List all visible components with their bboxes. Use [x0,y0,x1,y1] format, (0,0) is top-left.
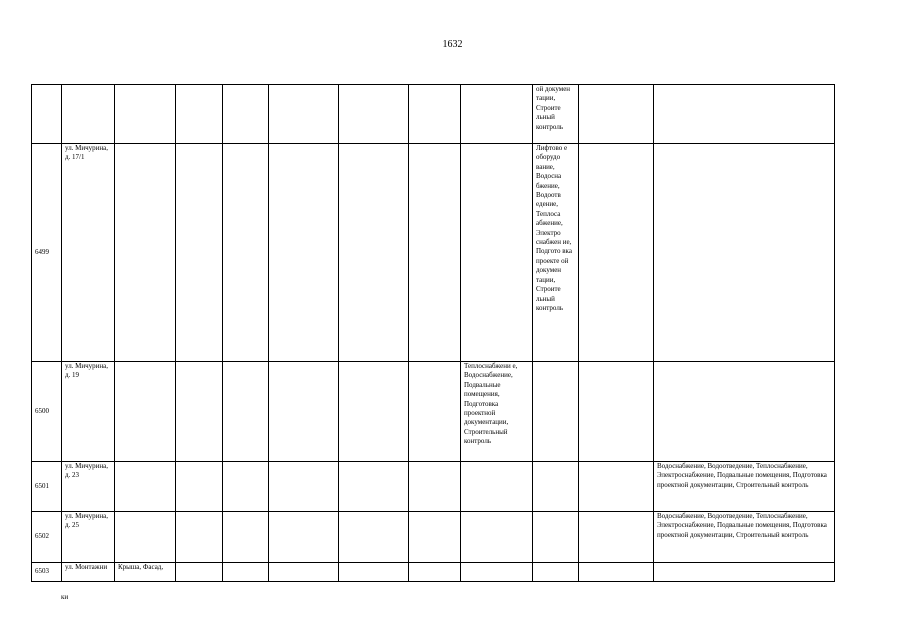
work-types-cell [654,362,835,462]
address-cell [62,85,115,144]
work-types-cell [461,563,533,582]
work-types-cell [533,512,579,563]
table-cell [223,512,269,563]
work-types-cell: Теплоснабжени е, Водоснабжение, Подвальные помещения, Подготовка проектной документации, Строительный контроль [461,362,533,462]
table-cell [115,85,176,144]
table-cell [223,144,269,362]
table-cell [223,563,269,582]
work-types-cell: Лифтово е оборудо вание, Водосна бжение, Водоотв едение, Теплоса абжение, Электро снабжен ие, Подгото вка проекте ой докумен тации, Строите льный контроль [533,144,579,362]
table-cell [579,144,654,362]
table-cell [176,144,223,362]
work-types-cell [654,563,835,582]
repair-schedule-table [31,84,835,582]
table-cell [269,85,339,144]
table-cell [269,512,339,563]
table-cell: Крыша, Фасад, [115,563,176,582]
row-number-cell: 6502 [32,512,62,563]
work-types-cell [654,144,835,362]
work-types-cell [461,462,533,512]
table-cell [115,462,176,512]
work-types-cell: Водоснабжение, Водоотведение, Теплоснабжение, Электроснабжение, Подвальные помещения, Подготовка проектной документации, Строительный контроль [654,462,835,512]
table-cell [269,144,339,362]
table-cell [339,563,409,582]
table-cell [176,512,223,563]
table-row [32,85,835,144]
row-number-cell: 6503 [32,563,62,582]
table-row [32,563,835,582]
address-cell: ул. Мичурина, д. 19 [62,362,115,462]
table-cell [269,362,339,462]
table-cell [339,512,409,563]
table-cell [339,362,409,462]
table-cell [223,462,269,512]
work-types-cell [461,85,533,144]
table-cell [579,512,654,563]
address-cell: ул. Мичурина, д. 25 [62,512,115,563]
table-cell [409,462,461,512]
table-cell [176,85,223,144]
work-types-cell [461,144,533,362]
table-cell [339,144,409,362]
address-cell: ул. Монтажни [62,563,115,582]
table-cell [176,462,223,512]
work-types-cell: ой докумен тации, Строите льный контроль [533,85,579,144]
page-number: 1632 [442,39,463,50]
table-cell [409,512,461,563]
table-cell [579,563,654,582]
table-cell [176,563,223,582]
work-types-cell [533,462,579,512]
table-cell [223,85,269,144]
table-cell [176,362,223,462]
table-cell [409,144,461,362]
table-cell [115,512,176,563]
table-row [32,462,835,512]
table-cell [409,563,461,582]
table-row [32,144,835,362]
table-cell [339,85,409,144]
table-cell [579,362,654,462]
table-cell [269,563,339,582]
table-cell [579,462,654,512]
work-types-cell: Водоснабжение, Водоотведение, Теплоснабжение, Электроснабжение, Подвальные помещения, Подготовка проектной документации, Строительный контроль [654,512,835,563]
table-cell [115,144,176,362]
row-number-cell: 6499 [32,144,62,362]
table-cell [115,362,176,462]
work-types-cell [533,563,579,582]
table-row [32,362,835,462]
work-types-cell [654,85,835,144]
table-cell [409,85,461,144]
table-cell [409,362,461,462]
table-cell [269,462,339,512]
address-cell: ул. Мичурина, д. 23 [62,462,115,512]
table-cell [223,362,269,462]
row-number-cell: 6501 [32,462,62,512]
row-number-cell [32,85,62,144]
address-cell: ул. Мичурина, д. 17/1 [62,144,115,362]
row-number-cell: 6500 [32,362,62,462]
work-types-cell [533,362,579,462]
table-row [32,512,835,563]
table-cell [579,85,654,144]
continued-text: ки [61,593,69,601]
work-types-cell [461,512,533,563]
table-cell [339,462,409,512]
